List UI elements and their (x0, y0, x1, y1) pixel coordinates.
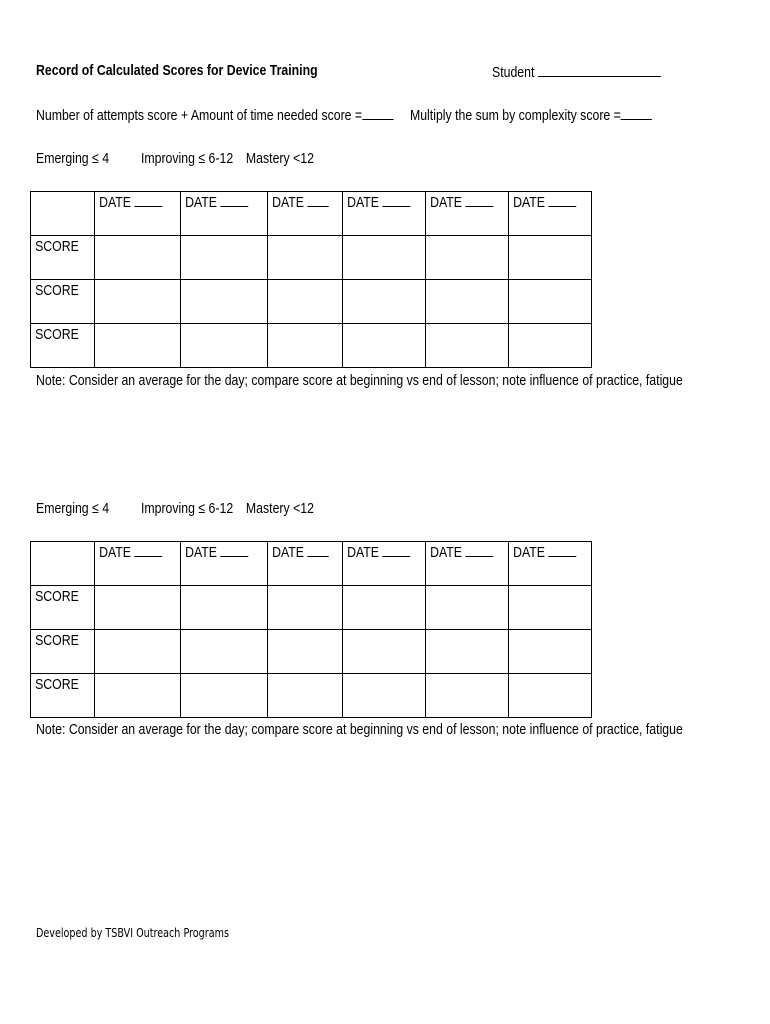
date-cell[interactable] (508, 192, 591, 236)
score-cell[interactable] (425, 630, 508, 674)
date-label: DATE (512, 194, 545, 211)
date-row (31, 192, 592, 236)
score-label: SCORE (35, 588, 79, 605)
score-label-cell (31, 586, 95, 630)
score-cell[interactable] (508, 236, 591, 280)
levels-legend (36, 500, 314, 517)
score-cell[interactable] (425, 586, 508, 630)
score-table (30, 191, 592, 368)
score-cell[interactable] (181, 586, 268, 630)
score-table (30, 541, 592, 718)
date-label: DATE (347, 194, 379, 211)
score-cell[interactable] (268, 236, 343, 280)
date-blank[interactable] (307, 194, 328, 207)
level-mastery: Mastery <12 (245, 500, 314, 517)
date-label: DATE (185, 544, 218, 561)
score-cell[interactable] (508, 586, 591, 630)
sum-blank[interactable] (362, 107, 393, 120)
page-title-text: Record of Calculated Scores for Device Training (36, 62, 318, 79)
score-cell[interactable] (425, 674, 508, 718)
page-title (36, 62, 318, 79)
date-cell[interactable] (268, 542, 343, 586)
formula-line (36, 107, 652, 124)
score-row (31, 586, 592, 630)
date-cell[interactable] (342, 542, 425, 586)
corner-cell (31, 542, 95, 586)
note-text: Note: Consider an average for the day; compare score at beginning vs end of lesson; note influence of practice, fatigue (36, 721, 683, 738)
score-label-cell (31, 236, 95, 280)
score-cell[interactable] (508, 280, 591, 324)
date-label: DATE (430, 194, 462, 211)
score-cell[interactable] (95, 324, 181, 368)
score-row (31, 674, 592, 718)
date-blank[interactable] (134, 194, 162, 207)
score-cell[interactable] (268, 630, 343, 674)
score-label: SCORE (35, 282, 79, 299)
date-cell[interactable] (425, 542, 508, 586)
score-label-cell (31, 630, 95, 674)
formula-part1: Number of attempts score + Amount of time needed score = (36, 107, 363, 124)
level-emerging: Emerging ≤ 4 (36, 500, 110, 517)
score-cell[interactable] (181, 324, 268, 368)
date-label: DATE (99, 194, 132, 211)
score-row (31, 324, 592, 368)
score-cell[interactable] (181, 280, 268, 324)
student-blank[interactable] (538, 62, 661, 77)
score-cell[interactable] (425, 236, 508, 280)
date-row (31, 542, 592, 586)
date-blank[interactable] (307, 544, 328, 557)
formula-part2: Multiply the sum by complexity score = (409, 107, 621, 124)
score-cell[interactable] (268, 674, 343, 718)
score-cell[interactable] (95, 280, 181, 324)
level-mastery: Mastery <12 (245, 150, 314, 167)
date-label: DATE (272, 194, 305, 211)
score-cell[interactable] (95, 674, 181, 718)
date-label: DATE (185, 194, 218, 211)
score-label-cell (31, 674, 95, 718)
student-field (492, 62, 661, 81)
date-label: DATE (99, 544, 132, 561)
date-blank[interactable] (382, 544, 410, 557)
score-label: SCORE (35, 632, 79, 649)
score-cell[interactable] (508, 324, 591, 368)
date-blank[interactable] (465, 544, 493, 557)
score-cell[interactable] (342, 586, 425, 630)
date-cell[interactable] (268, 192, 343, 236)
score-label-cell (31, 280, 95, 324)
corner-cell (31, 192, 95, 236)
score-cell[interactable] (342, 674, 425, 718)
score-cell[interactable] (95, 236, 181, 280)
score-cell[interactable] (268, 280, 343, 324)
date-label: DATE (272, 544, 305, 561)
date-cell[interactable] (181, 192, 268, 236)
date-blank[interactable] (548, 544, 576, 557)
score-cell[interactable] (268, 586, 343, 630)
date-blank[interactable] (220, 194, 248, 207)
date-cell[interactable] (95, 192, 181, 236)
levels-legend (36, 150, 314, 167)
score-label: SCORE (35, 676, 79, 693)
date-blank[interactable] (548, 194, 576, 207)
level-improving: Improving ≤ 6-12 (140, 150, 234, 167)
score-cell[interactable] (342, 280, 425, 324)
score-cell[interactable] (268, 324, 343, 368)
score-cell[interactable] (508, 674, 591, 718)
score-label-cell (31, 324, 95, 368)
note-text: Note: Consider an average for the day; compare score at beginning vs end of lesson; note influence of practice, fatigue (36, 372, 683, 389)
date-cell[interactable] (181, 542, 268, 586)
score-cell[interactable] (181, 236, 268, 280)
score-cell[interactable] (181, 674, 268, 718)
date-blank[interactable] (465, 194, 493, 207)
date-cell[interactable] (342, 192, 425, 236)
student-label: Student (492, 64, 535, 81)
score-cell[interactable] (342, 630, 425, 674)
date-label: DATE (512, 544, 545, 561)
score-row (31, 630, 592, 674)
score-cell[interactable] (342, 324, 425, 368)
score-cell[interactable] (342, 236, 425, 280)
product-blank[interactable] (621, 107, 652, 120)
score-cell[interactable] (425, 324, 508, 368)
date-cell[interactable] (508, 542, 591, 586)
date-blank[interactable] (220, 544, 248, 557)
date-cell[interactable] (425, 192, 508, 236)
score-cell[interactable] (425, 280, 508, 324)
score-cell[interactable] (181, 630, 268, 674)
footer-credit: Developed by TSBVI Outreach Programs (36, 926, 229, 940)
date-label: DATE (347, 544, 379, 561)
level-improving: Improving ≤ 6-12 (140, 500, 234, 517)
score-row (31, 280, 592, 324)
level-emerging: Emerging ≤ 4 (36, 150, 110, 167)
date-blank[interactable] (382, 194, 410, 207)
score-cell[interactable] (95, 630, 181, 674)
score-cell[interactable] (508, 630, 591, 674)
date-cell[interactable] (95, 542, 181, 586)
score-row (31, 236, 592, 280)
score-cell[interactable] (95, 586, 181, 630)
score-label: SCORE (35, 238, 79, 255)
score-label: SCORE (35, 326, 79, 343)
date-label: DATE (430, 544, 462, 561)
date-blank[interactable] (134, 544, 162, 557)
